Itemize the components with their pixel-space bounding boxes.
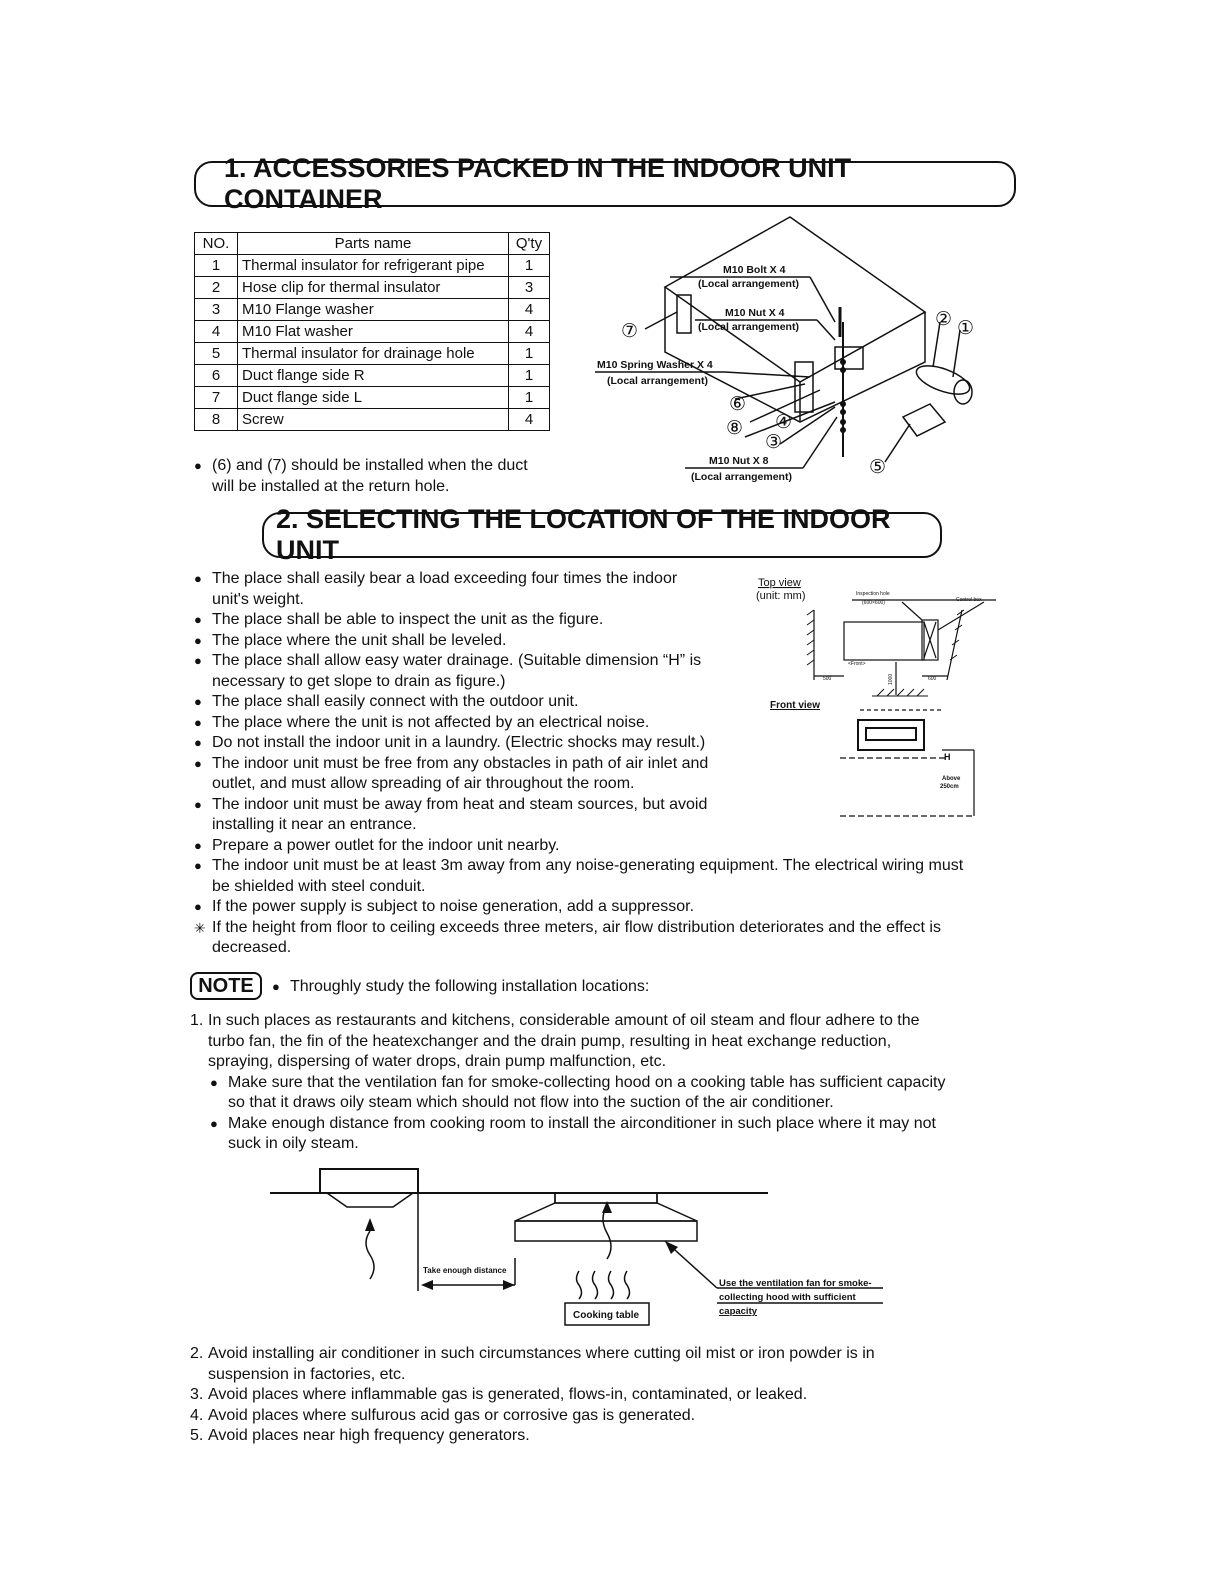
control-box-shape: [835, 347, 863, 369]
airflow-arrow-left: [366, 1231, 374, 1279]
unit-accessory-diagram: [585, 212, 1005, 504]
cell-qty: 1: [509, 255, 550, 277]
above-label: Above: [942, 776, 961, 782]
item-text: Avoid places where inflammable gas is generated, flows-in, contaminated, or leaked.: [208, 1386, 808, 1403]
table-row: [195, 321, 550, 343]
list-item: outlet, and must allow spreading of air throughout the room.: [212, 775, 635, 792]
item-number: 4.: [190, 1406, 204, 1424]
front-view-unit: [858, 720, 924, 750]
header-qty: Q'ty: [509, 233, 550, 255]
callout-7: ⑦: [621, 320, 639, 342]
unit-top-face: [665, 217, 925, 382]
cell-no: 8: [195, 409, 238, 431]
list-item: [190, 1426, 1020, 1447]
list-item: ● The place shall easily bear a load exceeding four times the indoor: [194, 569, 1024, 590]
duct-note-line2: will be installed at the return hole.: [212, 477, 450, 495]
list-item: so that it draws oily steam which should not flow into the suction of the air conditioner.: [228, 1094, 834, 1111]
front-view-label: Front view: [770, 700, 821, 711]
list-item: [190, 1406, 1020, 1427]
cooking-table-label: Cooking table: [573, 1310, 640, 1321]
hood-duct-shape: [555, 1193, 657, 1203]
table-row: [195, 277, 550, 299]
dim-600: 600: [928, 676, 937, 682]
list-item: ● The place shall be able to inspect the unit as the figure.: [194, 610, 1024, 631]
section1-title: 1. ACCESSORIES PACKED IN THE INDOOR UNIT CONTAINER: [224, 153, 852, 214]
kitchen-diagram: [265, 1163, 905, 1338]
cell-qty: 4: [509, 321, 550, 343]
indoor-unit-panel: [327, 1193, 413, 1207]
control-box-label: Control box: [956, 597, 982, 603]
cell-name: Thermal insulator for drainage hole: [238, 343, 509, 365]
callout-5: ⑤: [869, 456, 887, 478]
list-item: ✳ If the height from floor to ceiling exceeds three meters, air flow distribution deteriorates and the effect is: [194, 918, 1024, 939]
cell-qty: 1: [509, 365, 550, 387]
unit-label: (unit: mm): [756, 590, 806, 602]
take-distance-label: Take enough distance: [423, 1266, 507, 1275]
list-item: be shielded with steel conduit.: [212, 877, 426, 895]
item-number: 5.: [190, 1427, 204, 1444]
table-row: [195, 387, 550, 409]
item-number: 3.: [190, 1386, 204, 1403]
callout-6: ⑥: [729, 393, 747, 415]
cell-qty: 1: [509, 343, 550, 365]
table-row: [195, 365, 550, 387]
duct-note: [194, 456, 574, 497]
header-no: NO.: [195, 233, 238, 255]
list-item: ● The indoor unit must be free from any obstacles in path of air inlet and: [194, 754, 1024, 775]
list-item: suck in oily steam.: [228, 1135, 359, 1152]
table-header-row: [195, 233, 550, 255]
cell-qty: 3: [509, 277, 550, 299]
callout-4: ④: [775, 411, 793, 433]
steam-1: [577, 1271, 582, 1299]
location-figure: [752, 570, 1002, 825]
drain-insulator-shape: [903, 404, 945, 436]
cell-no: 2: [195, 277, 238, 299]
dim-500: 500: [823, 676, 832, 682]
list-item: unit's weight.: [212, 590, 304, 608]
fan-label-1: Use the ventilation fan for smoke-: [719, 1278, 872, 1289]
table-row: [195, 299, 550, 321]
duct-flange-r-shape: [795, 362, 813, 412]
cell-name: Screw: [238, 409, 509, 431]
steam-3: [609, 1271, 614, 1299]
section2-title: 2. SELECTING THE LOCATION OF THE INDOOR UNIT: [276, 504, 891, 565]
table-row: [195, 409, 550, 431]
callout-1: ①: [957, 317, 975, 339]
airflow-arrow-hood: [603, 1205, 611, 1259]
label-local1: (Local arrangement): [698, 278, 799, 290]
note-intro: [272, 977, 872, 998]
section2-heading: [262, 504, 942, 565]
cell-no: 6: [195, 365, 238, 387]
cell-name: Hose clip for thermal insulator: [238, 277, 509, 299]
label-local2: (Local arrangement): [698, 321, 799, 333]
list-item: ● Prepare a power outlet for the indoor unit nearby.: [194, 836, 1024, 857]
list-item: ● The place where the unit shall be leveled.: [194, 631, 1024, 652]
cell-name: Duct flange side R: [238, 365, 509, 387]
list-item: necessary to get slope to drain as figure.): [212, 672, 506, 690]
cell-name: M10 Flange washer: [238, 299, 509, 321]
fan-label-2: collecting hood with sufficient: [719, 1292, 856, 1303]
cell-name: M10 Flat washer: [238, 321, 509, 343]
accessories-table: [194, 232, 550, 431]
callout-2: ②: [935, 308, 953, 330]
cell-name: Thermal insulator for refrigerant pipe: [238, 255, 509, 277]
cell-no: 5: [195, 343, 238, 365]
list-item: ● Make sure that the ventilation fan for smoke-collecting hood on a cooking table has sufficient capacity: [190, 1073, 1020, 1094]
front-label: <Front>: [848, 661, 866, 667]
dim-1000: 1000: [888, 673, 894, 685]
list-item: spraying, dispersing of water drops, drain pump malfunction, etc.: [208, 1053, 667, 1070]
avoid-list: [190, 1344, 1020, 1447]
cell-no: 4: [195, 321, 238, 343]
note-intro-text: ● Throughly study the following installation locations:: [272, 977, 872, 998]
list-item: ● The indoor unit must be away from heat and steam sources, but avoid: [194, 795, 1024, 816]
steam-4: [625, 1271, 630, 1299]
label-local3: (Local arrangement): [607, 375, 708, 387]
cell-no: 3: [195, 299, 238, 321]
callout-8: ⑧: [726, 417, 744, 439]
list-item: installing it near an entrance.: [212, 816, 417, 833]
duct-note-line1: ● (6) and (7) should be installed when the duct: [194, 456, 574, 477]
cell-qty: 1: [509, 387, 550, 409]
top-view-label: Top view: [758, 577, 801, 589]
section1-heading: [194, 153, 1016, 214]
pipe-end-shape: [954, 380, 972, 404]
item-text: Avoid places near high frequency generators.: [208, 1427, 530, 1444]
label-local4: (Local arrangement): [691, 471, 792, 483]
list-item: ● If the power supply is subject to noise generation, add a suppressor.: [194, 897, 1024, 918]
item-text: Avoid installing air conditioner in such circumstances where cutting oil mist or iron powder is in: [208, 1345, 875, 1362]
cell-qty: 4: [509, 299, 550, 321]
list-item: [190, 1385, 1020, 1406]
list-item: ● The place where the unit is not affected by an electrical noise.: [194, 713, 1024, 734]
label-bolt: M10 Bolt X 4: [723, 264, 786, 276]
header-parts-name: Parts name: [238, 233, 509, 255]
steam-2: [593, 1271, 598, 1299]
inspection-label: Inspection hole: [856, 591, 890, 597]
note-badge: [190, 972, 262, 1000]
note-item-1: [190, 1011, 1020, 1155]
note-badge-label: NOTE: [198, 974, 254, 997]
cell-name: Duct flange side L: [238, 387, 509, 409]
list-item: [190, 1011, 1020, 1032]
item-text: Avoid places where sulfurous acid gas or corrosive gas is generated.: [208, 1406, 696, 1424]
table-row: [195, 255, 550, 277]
label-nut4: M10 Nut X 4: [725, 307, 785, 319]
list-item: suspension in factories, etc.: [208, 1365, 406, 1383]
callout-3: ③: [765, 431, 783, 453]
h-label: H: [944, 752, 951, 762]
list-item: ● The indoor unit must be at least 3m away from any noise-generating equipment. The electrical wiring must: [194, 856, 1024, 877]
fan-label-3: capacity: [719, 1306, 758, 1317]
cell-qty: 4: [509, 409, 550, 431]
label-spring: M10 Spring Washer X 4: [597, 359, 713, 371]
label-nut8: M10 Nut X 8: [709, 455, 769, 467]
list-item: [190, 1344, 1020, 1365]
item-text: In such places as restaurants and kitchens, considerable amount of oil steam and flour adhere to the: [208, 1012, 920, 1029]
table-row: [195, 343, 550, 365]
cell-no: 1: [195, 255, 238, 277]
item-number: 2.: [190, 1345, 204, 1362]
cell-no: 7: [195, 387, 238, 409]
indoor-unit-shape: [320, 1169, 418, 1193]
top-view-unit: [844, 622, 924, 660]
list-item: ● The place shall easily connect with the outdoor unit.: [194, 692, 1024, 713]
list-item: ● The place shall allow easy water drainage. (Suitable dimension “H” is: [194, 651, 1024, 672]
list-item: decreased.: [212, 939, 292, 956]
list-item: ● Make enough distance from cooking room to install the airconditioner in such place where it may not: [190, 1114, 1020, 1135]
inspection-size-label: (600×600): [862, 600, 885, 606]
list-item: turbo fan, the fin of the heatexchanger and the drain pump, resulting in heat exchange reduction,: [208, 1032, 892, 1050]
list-item: ● Do not install the indoor unit in a laundry. (Electric shocks may result.): [194, 733, 1024, 754]
above-value: 250cm: [940, 784, 959, 790]
item-number: 1.: [190, 1012, 204, 1029]
